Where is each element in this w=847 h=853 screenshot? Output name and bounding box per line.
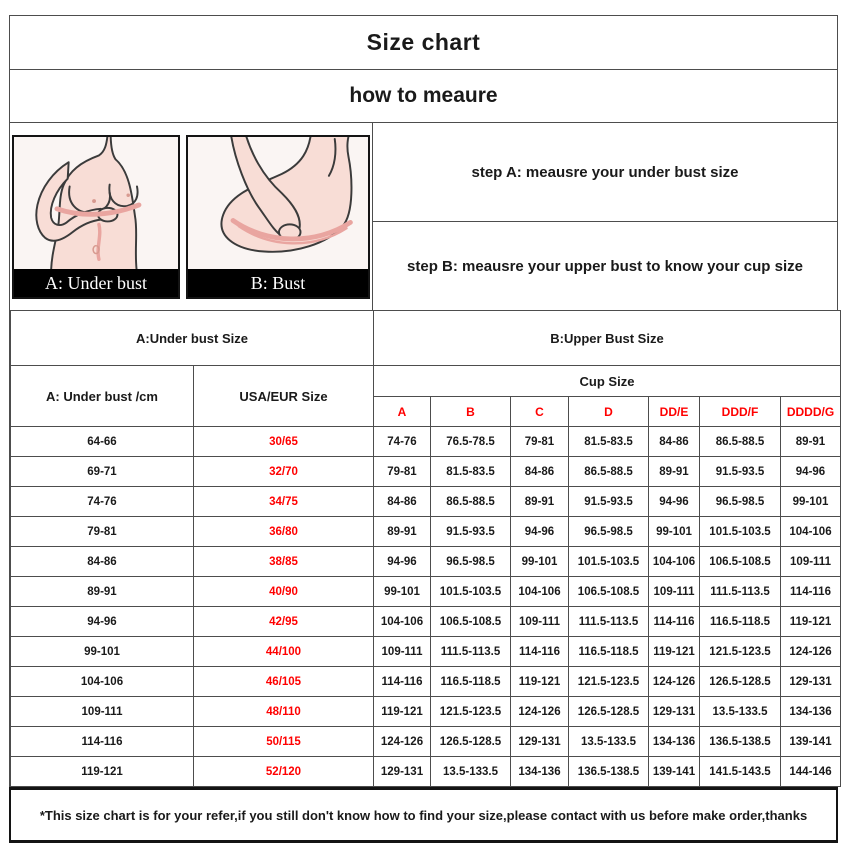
cup-measure-cell: 96.5-98.5 — [700, 487, 781, 517]
cup-measure-cell: 74-76 — [374, 427, 431, 457]
cup-measure-cell: 109-111 — [511, 607, 569, 637]
table-row — [11, 427, 841, 457]
cup-measure-cell: 89-91 — [374, 517, 431, 547]
cup-measure-cell: 106.5-108.5 — [700, 547, 781, 577]
cup-measure-cell: 121.5-123.5 — [700, 637, 781, 667]
underbust-range-cell: 79-81 — [11, 517, 194, 547]
cup-measure-cell: 13.5-133.5 — [431, 757, 511, 787]
cup-measure-cell: 104-106 — [649, 547, 700, 577]
figure-under-bust — [12, 135, 180, 299]
underbust-range-cell: 74-76 — [11, 487, 194, 517]
cup-measure-cell: 99-101 — [374, 577, 431, 607]
under-bust-illustration-icon — [14, 137, 178, 269]
underbust-range-cell: 89-91 — [11, 577, 194, 607]
cup-measure-cell: 119-121 — [781, 607, 841, 637]
underbust-range-cell: 84-86 — [11, 547, 194, 577]
cup-column-b: B — [431, 397, 511, 427]
cup-measure-cell: 126.5-128.5 — [700, 667, 781, 697]
cup-measure-cell: 124-126 — [511, 697, 569, 727]
underbust-range-cell: 109-111 — [11, 697, 194, 727]
cup-column-a: A — [374, 397, 431, 427]
cup-measure-cell: 126.5-128.5 — [431, 727, 511, 757]
cup-measure-cell: 84-86 — [374, 487, 431, 517]
cup-measure-cell: 81.5-83.5 — [569, 427, 649, 457]
cup-measure-cell: 114-116 — [374, 667, 431, 697]
usa-eur-size-cell: 40/90 — [194, 577, 374, 607]
cup-measure-cell: 101.5-103.5 — [569, 547, 649, 577]
step-b-text: step B: meausre your upper bust to know your cup size — [407, 257, 803, 275]
cup-measure-cell: 89-91 — [781, 427, 841, 457]
usa-eur-size-cell: 42/95 — [194, 607, 374, 637]
usa-eur-size-cell: 32/70 — [194, 457, 374, 487]
cup-measure-cell: 119-121 — [649, 637, 700, 667]
size-chart-panel — [9, 15, 838, 843]
cup-measure-cell: 121.5-123.5 — [431, 697, 511, 727]
header-under-bust-size: A:Under bust Size — [11, 311, 374, 366]
cup-column-ddd-f: DDD/F — [700, 397, 781, 427]
cup-measure-cell: 121.5-123.5 — [569, 667, 649, 697]
cup-measure-cell: 124-126 — [649, 667, 700, 697]
cup-measure-cell: 94-96 — [374, 547, 431, 577]
table-row — [11, 637, 841, 667]
cup-measure-cell: 94-96 — [649, 487, 700, 517]
cup-column-dddd-g: DDDD/G — [781, 397, 841, 427]
cup-measure-cell: 99-101 — [511, 547, 569, 577]
cup-measure-cell: 136.5-138.5 — [569, 757, 649, 787]
size-table — [10, 310, 841, 787]
cup-measure-cell: 86.5-88.5 — [569, 457, 649, 487]
bust-illustration-icon — [188, 137, 368, 269]
cup-measure-cell: 124-126 — [781, 637, 841, 667]
under-bust-label: A: Under bust — [14, 269, 178, 297]
cup-measure-cell: 96.5-98.5 — [431, 547, 511, 577]
cup-measure-cell: 134-136 — [781, 697, 841, 727]
usa-eur-size-cell: 44/100 — [194, 637, 374, 667]
cup-measure-cell: 116.5-118.5 — [700, 607, 781, 637]
cup-measure-cell: 109-111 — [781, 547, 841, 577]
cup-measure-cell: 114-116 — [511, 637, 569, 667]
underbust-range-cell: 119-121 — [11, 757, 194, 787]
cup-measure-cell: 79-81 — [511, 427, 569, 457]
usa-eur-size-cell: 52/120 — [194, 757, 374, 787]
underbust-range-cell: 69-71 — [11, 457, 194, 487]
cup-measure-cell: 144-146 — [781, 757, 841, 787]
cup-measure-cell: 129-131 — [511, 727, 569, 757]
underbust-range-cell: 99-101 — [11, 637, 194, 667]
cup-measure-cell: 89-91 — [511, 487, 569, 517]
cup-measure-cell: 126.5-128.5 — [569, 697, 649, 727]
cup-measure-cell: 134-136 — [649, 727, 700, 757]
table-row — [11, 577, 841, 607]
underbust-range-cell: 64-66 — [11, 427, 194, 457]
cup-measure-cell: 13.5-133.5 — [569, 727, 649, 757]
usa-eur-size-cell: 46/105 — [194, 667, 374, 697]
cup-measure-cell: 129-131 — [781, 667, 841, 697]
cup-measure-cell: 106.5-108.5 — [431, 607, 511, 637]
cup-measure-cell: 129-131 — [649, 697, 700, 727]
cup-measure-cell: 116.5-118.5 — [431, 667, 511, 697]
cup-measure-cell: 99-101 — [781, 487, 841, 517]
table-row — [11, 757, 841, 787]
cup-measure-cell: 76.5-78.5 — [431, 427, 511, 457]
cup-measure-cell: 91.5-93.5 — [569, 487, 649, 517]
cup-measure-cell: 79-81 — [374, 457, 431, 487]
usa-eur-size-cell: 34/75 — [194, 487, 374, 517]
cup-measure-cell: 101.5-103.5 — [700, 517, 781, 547]
cup-measure-cell: 109-111 — [374, 637, 431, 667]
header-upper-bust-size: B:Upper Bust Size — [374, 311, 841, 366]
figure-bust — [186, 135, 370, 299]
table-row — [11, 697, 841, 727]
usa-eur-size-cell: 30/65 — [194, 427, 374, 457]
usa-eur-size-cell: 50/115 — [194, 727, 374, 757]
table-row — [11, 517, 841, 547]
page-title: Size chart — [366, 29, 481, 55]
cup-measure-cell: 99-101 — [649, 517, 700, 547]
cup-measure-cell: 139-141 — [781, 727, 841, 757]
cup-measure-cell: 141.5-143.5 — [700, 757, 781, 787]
table-row — [11, 667, 841, 697]
cup-measure-cell: 119-121 — [374, 697, 431, 727]
cup-measure-cell: 104-106 — [374, 607, 431, 637]
cup-measure-cell: 94-96 — [781, 457, 841, 487]
cup-measure-cell: 111.5-113.5 — [431, 637, 511, 667]
table-row — [11, 487, 841, 517]
cup-measure-cell: 114-116 — [781, 577, 841, 607]
page-subtitle: how to meaure — [10, 69, 837, 122]
size-table-body — [11, 427, 841, 787]
underbust-range-cell: 114-116 — [11, 727, 194, 757]
cup-measure-cell: 86.5-88.5 — [700, 427, 781, 457]
cup-measure-cell: 134-136 — [511, 757, 569, 787]
cup-measure-cell: 86.5-88.5 — [431, 487, 511, 517]
cup-measure-cell: 96.5-98.5 — [569, 517, 649, 547]
bust-label: B: Bust — [188, 269, 368, 297]
cup-measure-cell: 111.5-113.5 — [700, 577, 781, 607]
column-header-usa-eur: USA/EUR Size — [194, 366, 374, 427]
step-a-text: step A: meausre your under bust size — [373, 123, 837, 222]
cup-measure-cell: 109-111 — [649, 577, 700, 607]
cup-measure-cell: 84-86 — [649, 427, 700, 457]
measure-illustrations — [10, 123, 373, 310]
column-header-underbust-cm: A: Under bust /cm — [11, 366, 194, 427]
table-row — [11, 727, 841, 757]
cup-measure-cell: 13.5-133.5 — [700, 697, 781, 727]
cup-column-d: D — [569, 397, 649, 427]
usa-eur-size-cell: 36/80 — [194, 517, 374, 547]
cup-measure-cell: 101.5-103.5 — [431, 577, 511, 607]
usa-eur-size-cell: 48/110 — [194, 697, 374, 727]
cup-measure-cell: 111.5-113.5 — [569, 607, 649, 637]
cup-measure-cell: 91.5-93.5 — [700, 457, 781, 487]
table-row — [11, 607, 841, 637]
cup-measure-cell: 119-121 — [511, 667, 569, 697]
table-row — [11, 547, 841, 577]
cup-measure-cell: 104-106 — [511, 577, 569, 607]
cup-measure-cell: 129-131 — [374, 757, 431, 787]
cup-measure-cell: 139-141 — [649, 757, 700, 787]
cup-measure-cell: 106.5-108.5 — [569, 577, 649, 607]
how-to-measure-section — [10, 122, 837, 310]
cup-measure-cell: 136.5-138.5 — [700, 727, 781, 757]
underbust-range-cell: 104-106 — [11, 667, 194, 697]
cup-measure-cell: 94-96 — [511, 517, 569, 547]
cup-measure-cell: 91.5-93.5 — [431, 517, 511, 547]
column-header-cup-size: Cup Size — [374, 366, 841, 397]
cup-measure-cell: 114-116 — [649, 607, 700, 637]
cup-column-c: C — [511, 397, 569, 427]
cup-column-dd-e: DD/E — [649, 397, 700, 427]
table-row — [11, 457, 841, 487]
underbust-range-cell: 94-96 — [11, 607, 194, 637]
cup-measure-cell: 104-106 — [781, 517, 841, 547]
cup-measure-cell: 116.5-118.5 — [569, 637, 649, 667]
footer-note: *This size chart is for your refer,if you still don't know how to find your size,please contact with us before make order,thanks — [9, 787, 838, 843]
measure-steps — [373, 123, 837, 310]
cup-measure-cell: 89-91 — [649, 457, 700, 487]
cup-measure-cell: 81.5-83.5 — [431, 457, 511, 487]
cup-measure-cell: 124-126 — [374, 727, 431, 757]
usa-eur-size-cell: 38/85 — [194, 547, 374, 577]
cup-measure-cell: 84-86 — [511, 457, 569, 487]
